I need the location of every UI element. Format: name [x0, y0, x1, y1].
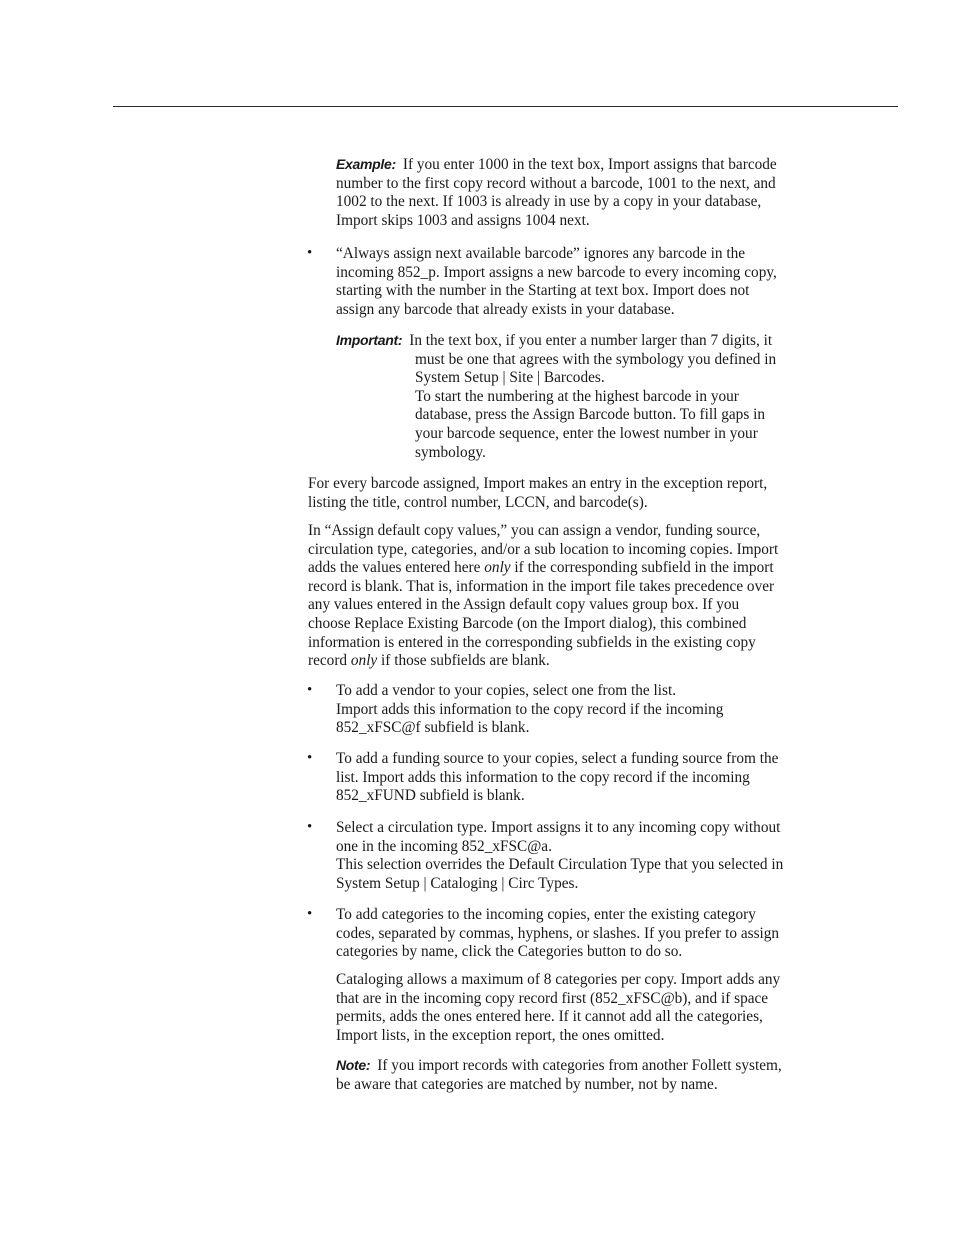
note: [336, 1056, 782, 1094]
note-text: be aware that categories are matched by number, not by name.: [336, 1075, 718, 1093]
note-label: Note:: [336, 1057, 371, 1073]
paragraph-text: record is blank. That is, information in the import file takes precedence over: [308, 577, 775, 595]
bullet-text: list. Import adds this information to the copy record if the incoming: [336, 768, 750, 786]
paragraph-text: listing the title, control number, LCCN, and barcode(s).: [308, 493, 648, 511]
paragraph-text: Cataloging allows a maximum of 8 categories per copy. Import adds any: [336, 971, 781, 988]
bullet-marker: •: [307, 819, 313, 835]
bullet-text: “Always assign next available barcode” ignores any barcode in the: [336, 245, 746, 262]
emphasis-only: only: [350, 652, 378, 670]
paragraph-text: circulation type, categories, and/or a sub location to incoming copies. Import: [308, 540, 779, 558]
bullet-text: To add a vendor to your copies, select one from the list.: [336, 682, 677, 699]
example-label: Example:: [336, 156, 396, 172]
bullet-marker: •: [307, 750, 313, 766]
example-text: If you enter 1000 in the text box, Import assigns that barcode: [402, 156, 777, 173]
important-text: System Setup | Site | Barcodes.: [415, 369, 605, 387]
example-text: Import skips 1003 and assigns 1004 next.: [336, 211, 590, 229]
important-text: In the text box, if you enter a number larger than 7 digits, it: [409, 332, 773, 349]
note-text: If you import records with categories from another Follett system,: [377, 1057, 782, 1074]
bullet-text: starting with the number in the Starting at text box. Import does not: [336, 282, 750, 300]
bullet-marker: •: [307, 682, 313, 698]
bullet-categories: [336, 906, 779, 962]
important-label: Important:: [336, 332, 403, 348]
bullet-text: 852_xFSC@f subfield is blank.: [336, 719, 530, 737]
paragraph-default-copy-values: [308, 522, 778, 671]
header-rule: [113, 106, 898, 107]
bullet-always-assign: [336, 245, 777, 319]
bullet-text: This selection overrides the Default Circulation Type that you selected in: [336, 856, 784, 874]
important-note: [336, 331, 776, 462]
paragraph-text: that are in the incoming copy record first (852_xFSC@b), and if space: [336, 989, 769, 1007]
bullet-text: 852_xFUND subfield is blank.: [336, 787, 525, 805]
paragraph-text: Import lists, in the exception report, the ones omitted.: [336, 1026, 665, 1044]
bullet-text: assign any barcode that already exists in your database.: [336, 300, 675, 318]
important-text: database, press the Assign Barcode button. To fill gaps in: [415, 406, 765, 424]
paragraph-text: if those subfields are blank.: [377, 652, 550, 670]
bullet-text: System Setup | Cataloging | Circ Types.: [336, 874, 579, 892]
bullet-vendor: [336, 682, 723, 738]
bullet-marker: •: [307, 245, 313, 261]
bullet-text: Import adds this information to the copy record if the incoming: [336, 700, 724, 718]
paragraph-text: record: [308, 652, 351, 670]
paragraph-text: In “Assign default copy values,” you can assign a vendor, funding source,: [308, 522, 761, 539]
bullet-text: categories by name, click the Categories button to do so.: [336, 943, 683, 961]
paragraph-text: adds the values entered here: [308, 559, 485, 577]
paragraph-text: permits, adds the ones entered here. If it cannot add all the categories,: [336, 1008, 763, 1026]
paragraph-cataloging-categories: [336, 971, 780, 1045]
bullet-text: To add categories to the incoming copies, enter the existing category: [336, 906, 756, 923]
important-text: your barcode sequence, enter the lowest number in your: [415, 424, 758, 442]
important-text: must be one that agrees with the symbology you defined in: [415, 350, 777, 368]
bullet-text: Select a circulation type. Import assigns it to any incoming copy without: [336, 819, 781, 836]
paragraph-text: choose Replace Existing Barcode (on the Import dialog), this combined: [308, 614, 747, 632]
paragraph-text: any values entered in the Assign default copy values group box. If you: [308, 596, 740, 614]
important-text: symbology.: [415, 443, 486, 461]
bullet-text: To add a funding source to your copies, select a funding source from the: [336, 750, 779, 767]
paragraph-text: if the corresponding subfield in the import: [510, 559, 774, 577]
bullet-text: codes, separated by commas, hyphens, or slashes. If you prefer to assign: [336, 924, 780, 942]
paragraph-exception-report: [308, 475, 767, 512]
important-text: To start the numbering at the highest barcode in your: [415, 387, 739, 405]
bullet-funding-source: [336, 750, 778, 806]
example-text: 1002 to the next. If 1003 is already in use by a copy in your database,: [336, 193, 762, 211]
example-note: [336, 155, 777, 230]
bullet-text: incoming 852_p. Import assigns a new barcode to every incoming copy,: [336, 263, 777, 281]
paragraph-text: For every barcode assigned, Import makes an entry in the exception report,: [308, 475, 768, 492]
emphasis-only: only: [484, 559, 511, 577]
bullet-marker: •: [307, 906, 313, 922]
bullet-circulation-type: [336, 819, 783, 893]
bullet-text: one in the incoming 852_xFSC@a.: [336, 837, 552, 855]
example-text: number to the first copy record without a barcode, 1001 to the next, and: [336, 174, 776, 192]
paragraph-text: information is entered in the corresponding subfields in the existing copy: [308, 633, 756, 651]
